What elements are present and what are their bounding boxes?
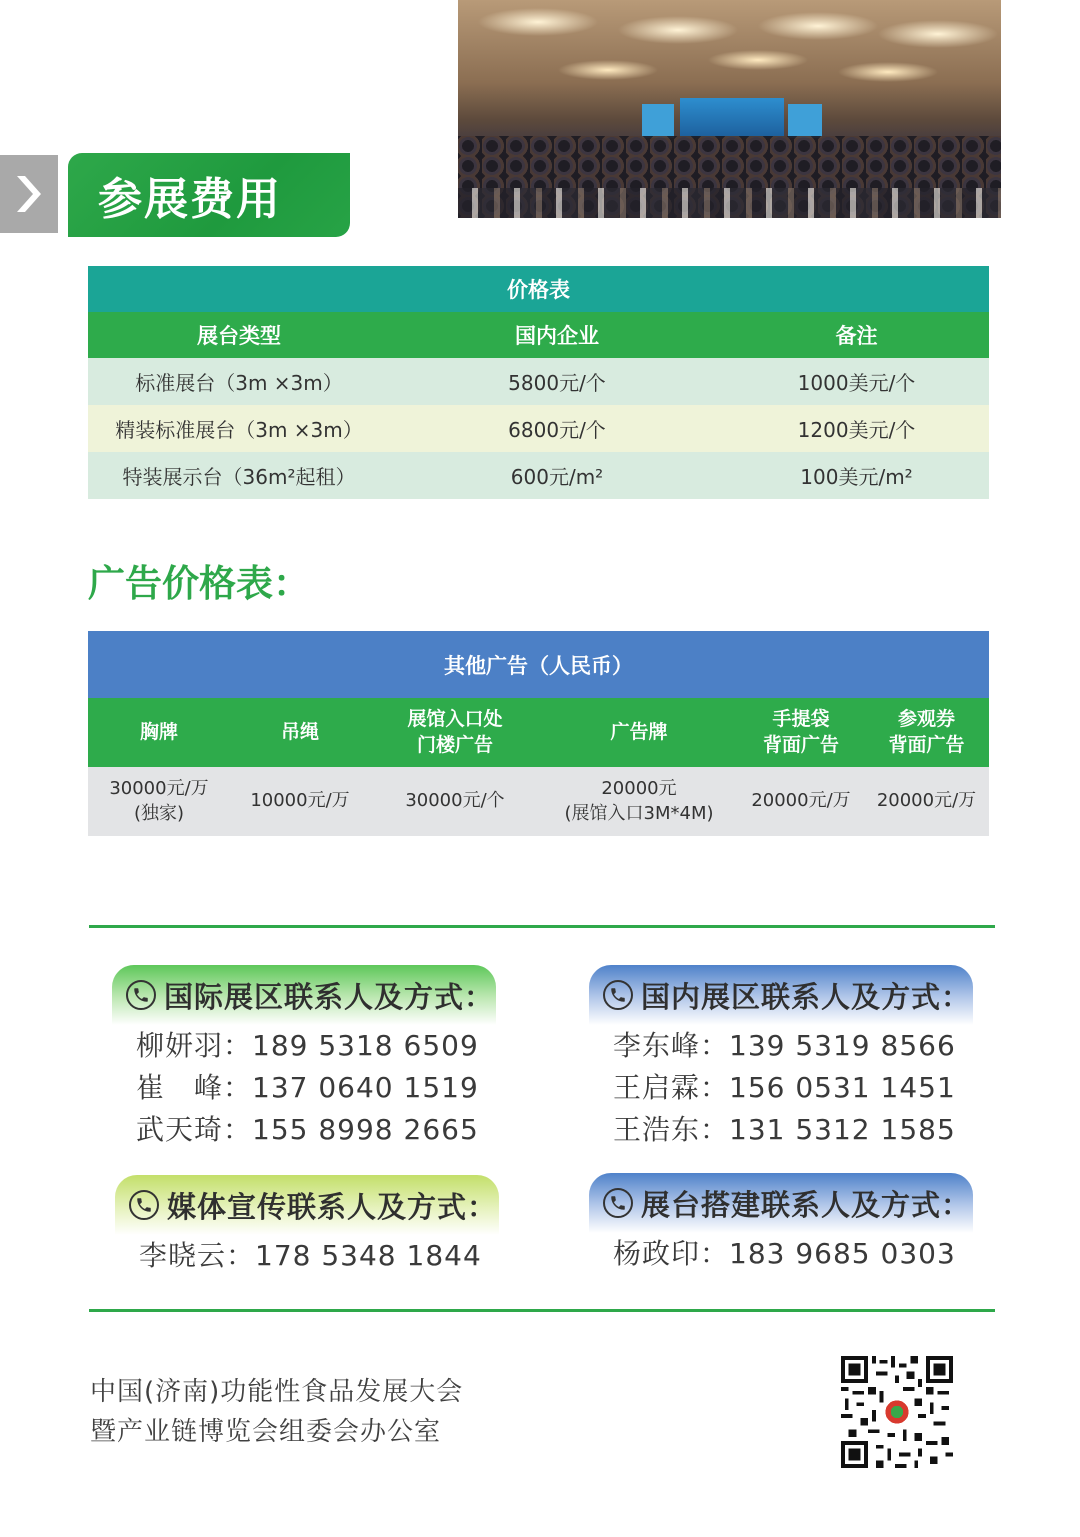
contact-line: 杨政印：183 9685 0303 [613, 1237, 956, 1270]
value-line: (独家) [133, 802, 185, 824]
contact-line: 王启霖：156 0531 1451 [613, 1071, 956, 1104]
price-table-caption: 价格表 [88, 266, 989, 312]
divider-top [89, 925, 995, 928]
header-cell [738, 707, 864, 758]
header-line: 背面广告 [762, 733, 839, 756]
header-line: 参观券 [897, 707, 955, 730]
value-line: 10000元/万 [250, 790, 350, 812]
ad-table-header [88, 698, 989, 767]
contact-card-header [115, 1175, 499, 1235]
contact-line: 李东峰：139 5319 8566 [613, 1029, 956, 1062]
header-note: 备注 [835, 324, 878, 348]
contact-card-title: 国内展区联系人及方式： [641, 979, 972, 1014]
header-line: 背面广告 [888, 733, 965, 756]
ad-price-title: 广告价格表： [88, 562, 310, 605]
value-line: 30000元/万 [109, 778, 209, 800]
table-cell: 6800元/个 [508, 418, 606, 442]
contact-card-media [115, 1175, 499, 1277]
header-line: 吊绳 [280, 720, 319, 743]
table-cell: 600元/m² [510, 465, 604, 489]
contact-line: 武天琦：155 8998 2665 [136, 1113, 479, 1146]
ad-table-values [88, 767, 989, 836]
contact-card-header [589, 965, 973, 1025]
contact-line: 柳妍羽：189 5318 6509 [136, 1029, 479, 1062]
contact-card-title: 国际展区联系人及方式： [164, 979, 495, 1014]
value-cell [738, 789, 864, 813]
header-line: 手提袋 [772, 707, 830, 730]
phone-icon [126, 980, 156, 1010]
contact-card-header [112, 965, 496, 1025]
table-cell: 100美元/m² [800, 465, 913, 489]
projection-screen-main [680, 98, 784, 138]
contact-card-title: 媒体宣传联系人及方式： [167, 1189, 498, 1224]
phone-icon [129, 1190, 159, 1220]
value-cell [864, 789, 989, 813]
table-row [88, 452, 989, 499]
table-cell: 5800元/个 [508, 371, 606, 395]
table-cell: 1000美元/个 [797, 371, 916, 395]
table-cell: 特装展示台（36m²起租） [122, 465, 356, 489]
header-line: 门楼广告 [416, 733, 493, 756]
projection-screen-left [642, 104, 674, 138]
header-line: 展馆入口处 [407, 707, 503, 730]
table-cell: 1200美元/个 [797, 418, 916, 442]
table-cell: 精装标准展台（3m ×3m） [115, 418, 363, 442]
price-table-header [88, 312, 989, 358]
value-line: (展馆入口3M*4M) [564, 802, 714, 824]
organizer-line-2: 暨产业链博览会组委会办公室 [90, 1417, 442, 1447]
value-cell [540, 777, 738, 826]
contact-line: 崔 峰：137 0640 1519 [136, 1071, 479, 1104]
header-cell [540, 720, 738, 746]
header-domestic: 国内企业 [515, 324, 599, 348]
value-line: 20000元/万 [751, 790, 851, 812]
table-cell: 标准展台（3m ×3m） [135, 371, 343, 395]
ad-table-caption: 其他广告（人民币） [88, 631, 989, 698]
value-line: 20000元 [601, 778, 677, 800]
value-cell [230, 789, 370, 813]
value-cell [370, 789, 540, 813]
divider-bottom [89, 1309, 995, 1312]
header-booth-type: 展台类型 [197, 324, 281, 348]
organizer-line-1: 中国(济南)功能性食品发展大会 [90, 1377, 464, 1407]
header-line: 胸牌 [139, 720, 178, 743]
price-table [88, 266, 989, 499]
contact-card-title: 展台搭建联系人及方式： [641, 1187, 972, 1222]
header-cell [370, 707, 540, 758]
ad-price-table [88, 631, 989, 836]
header-cell [230, 720, 370, 746]
conference-photo [458, 0, 1001, 218]
contact-card-domestic [589, 965, 973, 1151]
header-cell [864, 707, 989, 758]
section-title-badge [68, 153, 350, 237]
value-line: 30000元/个 [405, 790, 505, 812]
projection-screen-right [788, 104, 822, 138]
contact-line: 李晓云：178 5348 1844 [139, 1239, 482, 1272]
contact-card-booth [589, 1173, 973, 1275]
qr-code[interactable] [840, 1356, 954, 1468]
phone-icon [603, 980, 633, 1010]
value-line: 20000元/万 [876, 790, 977, 812]
contact-line: 王浩东：131 5312 1585 [613, 1113, 956, 1146]
header-cell [88, 720, 230, 746]
organizer-text [90, 1372, 463, 1452]
contact-card-header [589, 1173, 973, 1233]
table-row [88, 405, 989, 452]
header-line: 广告牌 [610, 720, 668, 743]
chevron-right-icon [0, 155, 58, 233]
phone-icon [603, 1188, 633, 1218]
table-row [88, 358, 989, 405]
audience-front [458, 188, 1001, 218]
section-title: 参展费用 [98, 174, 282, 225]
value-cell [88, 777, 230, 826]
contact-card-international [112, 965, 496, 1151]
